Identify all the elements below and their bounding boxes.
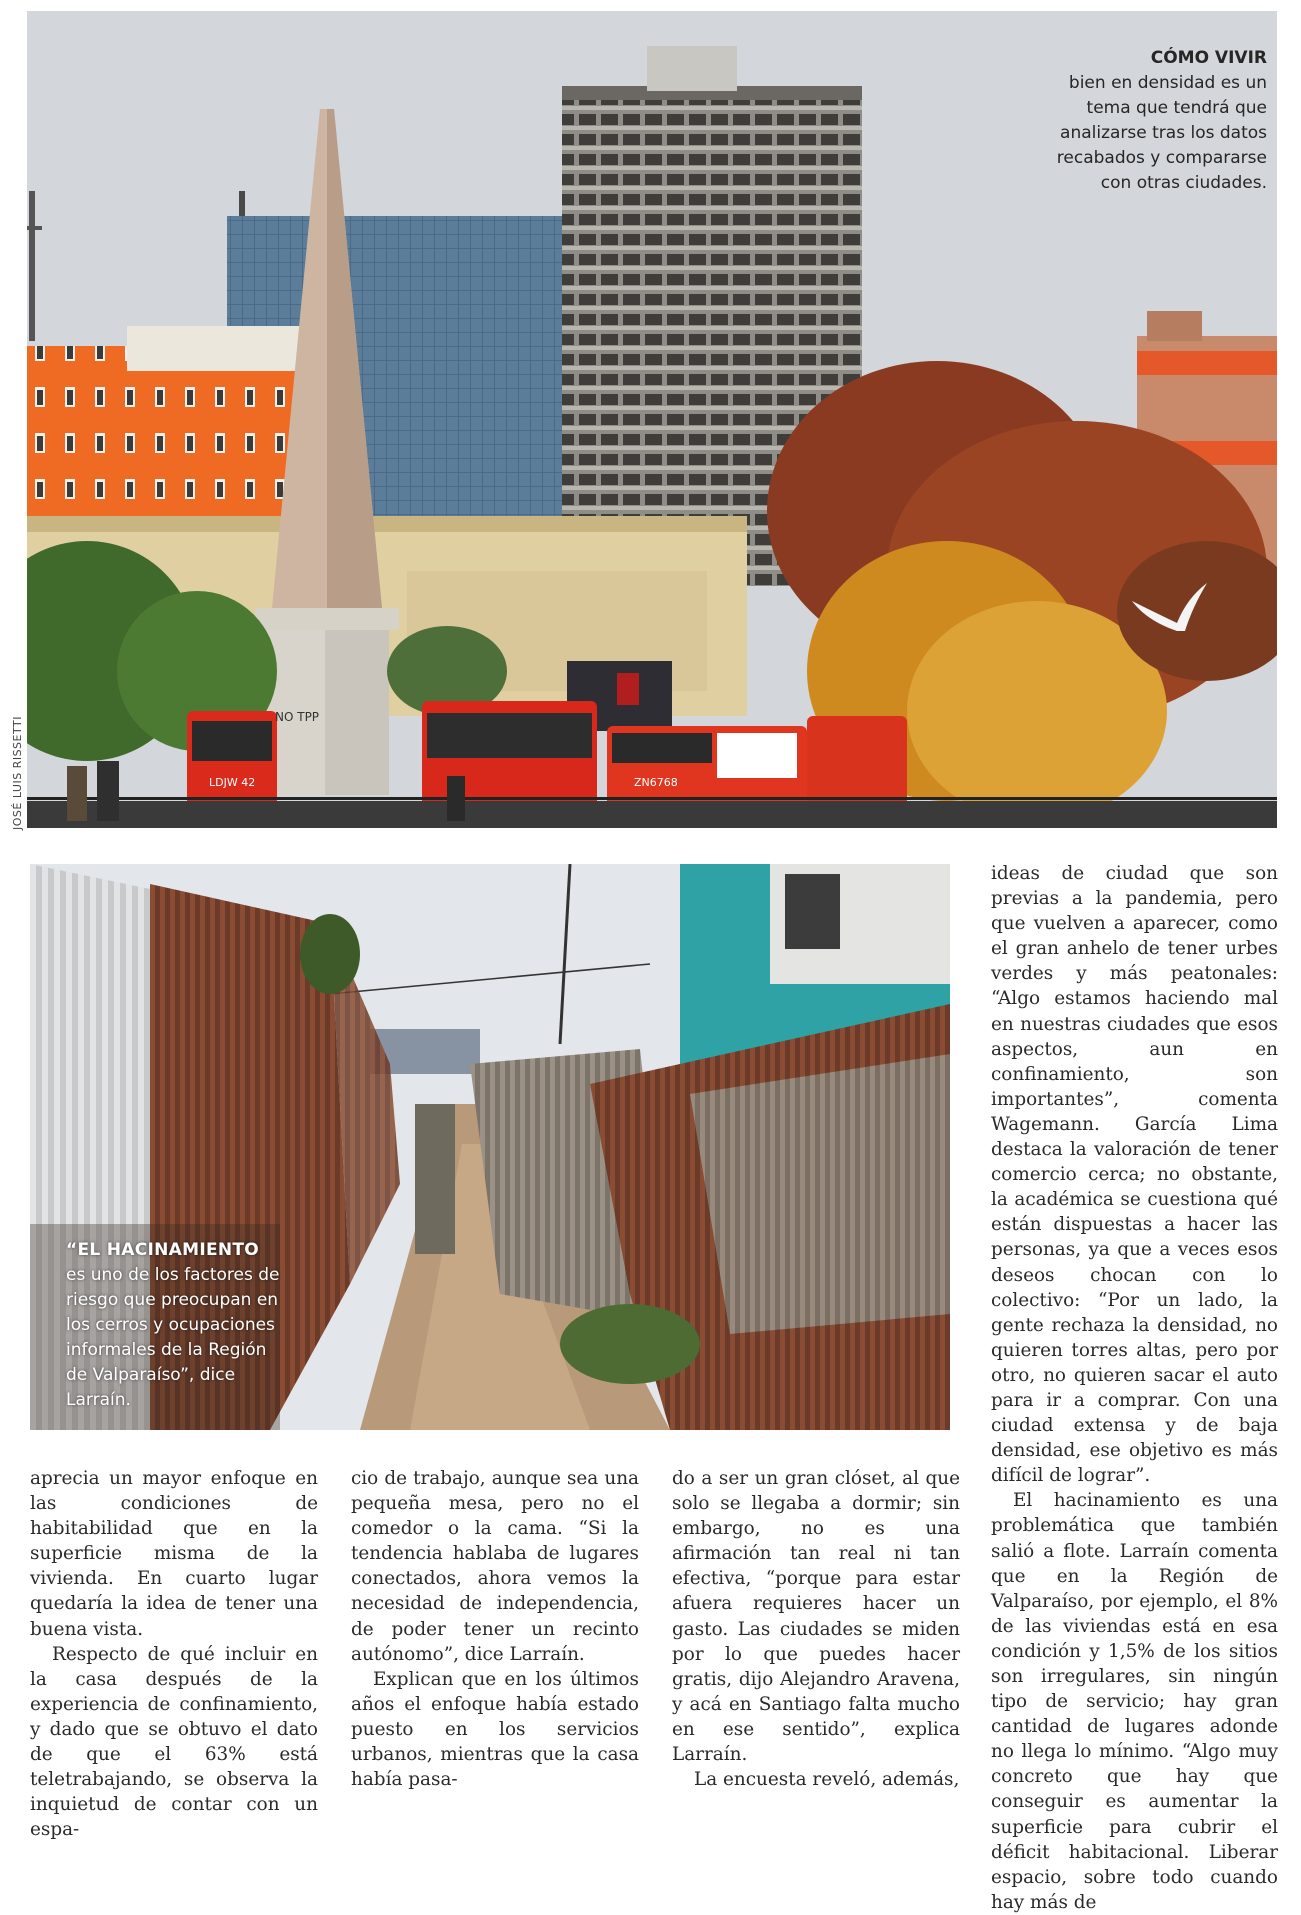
caption-lead: CÓMO VIVIR <box>1150 48 1267 68</box>
caption-body: bien en densidad es un tema que tendrá que analizarse tras los datos recabados y compararse con otras ciudades. <box>1056 73 1267 193</box>
paragraph: do a ser un gran clóset, al que solo se llegaba a dormir; sin embargo, no es una afirmación tan real ni tan efectiva, “porque para estar afuera requieres hacer un gasto. Las ciudades se miden por lo que puedes hacer gratis, dijo Alejandro Aravena, y acá en Santiago falta mucho en ese sentido”, explica Larraín. <box>672 1468 960 1766</box>
paragraph: cio de trabajo, aunque sea una pequeña mesa, pero no el comedor o la cama. “Si la tendencia hablaba de lugares conectados, ahora vemos la necesidad de independencia, de poder tener un recinto autónomo”, dice Larraín. <box>351 1468 639 1665</box>
article-column-3 <box>672 1466 960 1792</box>
graffiti-text: NO TPP <box>275 710 320 724</box>
bus-plate-1: LDJW 42 <box>209 776 256 789</box>
caption-body: es uno de los factores de riesgo que preocupan en los cerros y ocupaciones informales de la Región de Valparaíso”, dice Larraín. <box>66 1265 280 1410</box>
paragraph: Respecto de qué incluir en la casa después de la experiencia de confinamiento, y dado que se obtuvo el dato de que el 63% está teletrabajando, se observa la inquietud de contar con un espa- <box>30 1643 318 1841</box>
article-column-right <box>991 861 1278 1915</box>
article-column-1 <box>30 1466 318 1842</box>
paragraph: La encuesta reveló, además, <box>694 1769 960 1791</box>
paragraph: ideas de ciudad que son previas a la pandemia, pero que vuelven a aparecer, como el gran anhelo de tener urbes verdes y más peatonales: “Algo estamos haciendo mal en nuestras ciudades que esos aspectos, aun en confinamiento, son importantes”, comenta Wagemann. García Lima destaca la valoración de tener comercio cerca; no obstante, la académica se cuestiona qué están dispuestas a hacer las personas, ya que a veces esos deseos chocan con lo colectivo: “Por un lado, la gente rechaza la densidad, no quieren torres altas, pero por otro, no quieren sacar el auto para ir a comprar. Con una ciudad extensa y de baja densidad, ese objetivo es más difícil de lograr”. <box>991 863 1278 1487</box>
paragraph: aprecia un mayor enfoque en las condiciones de habitabilidad que en la superficie misma de la vivienda. En cuarto lugar quedaría la idea de tener una buena vista. <box>30 1468 318 1640</box>
photo-credit: JOSÉ LUIS RISSETTI <box>11 716 24 830</box>
bus-plate-2: ZN6768 <box>634 776 678 789</box>
paragraph: Explican que en los últimos años el enfoque había estado puesto en los servicios urbanos, mientras que la casa había pasa- <box>351 1668 639 1791</box>
bottom-photo-caption <box>66 1238 286 1413</box>
paragraph: El hacinamiento es una problemática que también salió a flote. Larraín comenta que en la Región de Valparaíso, por ejemplo, el 8% de las viviendas está en esa condición y 1,5% de los sitios son irregulares, sin ningún tipo de servicio; hay gran cantidad de lugares adonde no llega lo mínimo. “Algo muy concreto que hay que conseguir es aumentar la superficie para cubrir el déficit habitacional. Liberar espacio, sobre todo cuando hay más de <box>991 1490 1278 1913</box>
article-column-2 <box>351 1466 639 1792</box>
top-photo-caption <box>1047 46 1267 196</box>
caption-lead: “EL HACINAMIENTO <box>66 1240 260 1260</box>
